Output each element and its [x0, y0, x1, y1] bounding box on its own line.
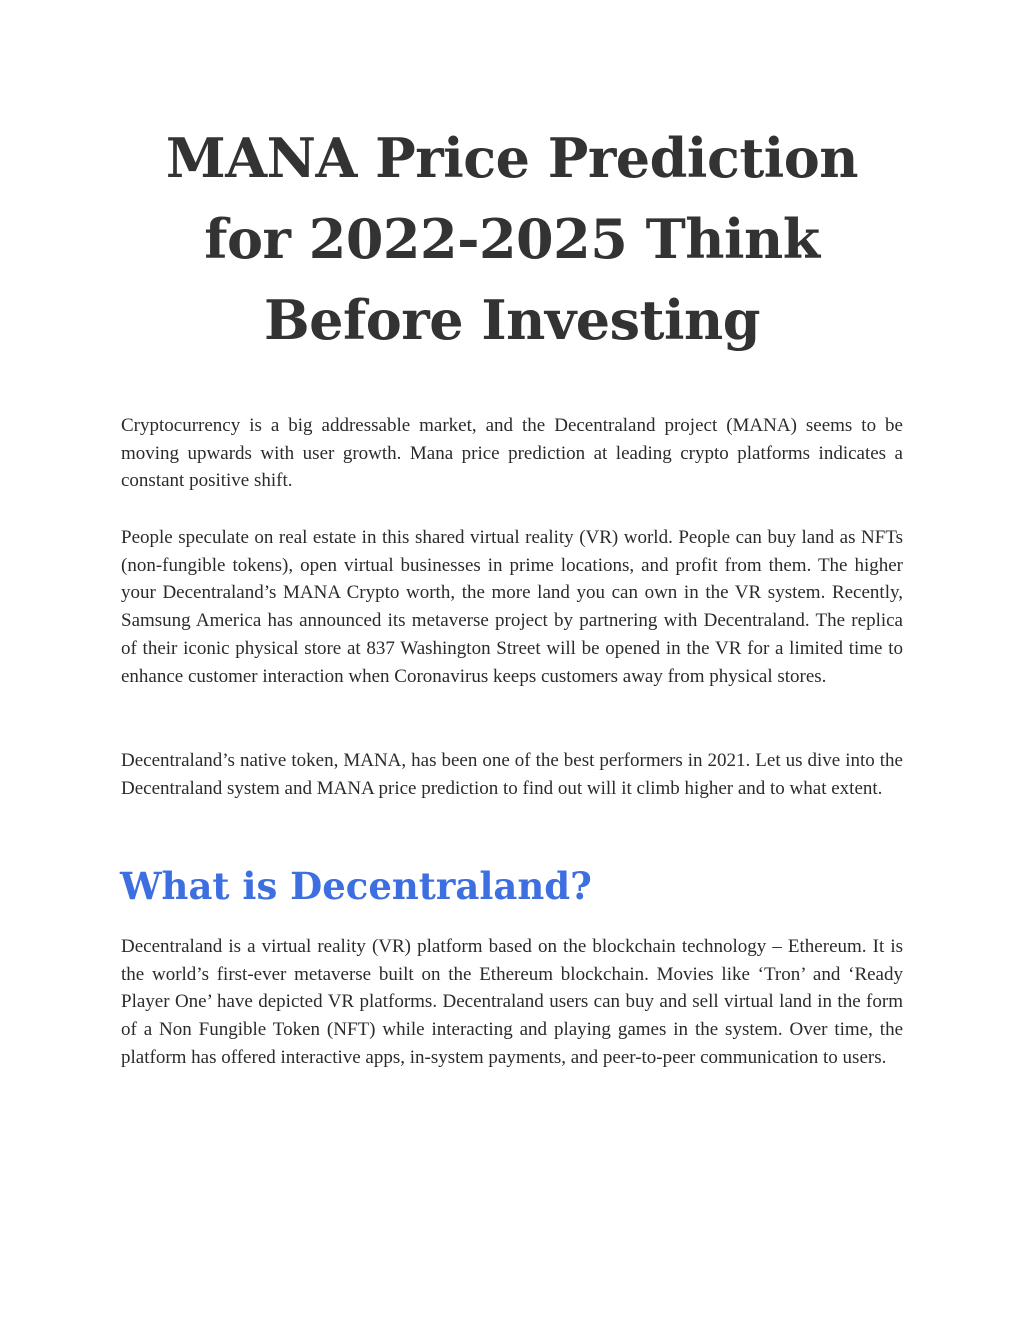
page-title: MANA Price Prediction for 2022-2025 Think Before Investing [165, 126, 859, 352]
intro-paragraph: Cryptocurrency is a big addressable market, and the Decentraland project (MANA) seems to be moving upwards with user growth. Mana price prediction at leading crypto platforms indicates a constant positive shift. [121, 415, 903, 492]
body-paragraph: People speculate on real estate in this shared virtual reality (VR) world. People can buy land as NFTs (non-fungible tokens), open virtual businesses in prime locations, and profit from them. The higher your Decentraland’s MANA Crypto worth, the more land you can own in the VR system. Recently, Samsung America has announced its metaverse project by partnering with Decentraland. The replica of their iconic physical store at 837 Washington Street will be opened in the VR for a limited time to enhance customer interaction when Coronavirus keeps customers away from physical stores. [121, 527, 903, 687]
section-heading: What is Decentraland? [120, 864, 592, 908]
body-paragraph: Decentraland’s native token, MANA, has been one of the best performers in 2021. Let us dive into the Decentraland system and MANA price prediction to find out will it climb higher and to what extent. [121, 750, 903, 799]
section-paragraph: Decentraland is a virtual reality (VR) platform based on the blockchain technology – Ethereum. It is the world’s first-ever metaverse built on the Ethereum blockchain. Movies like ‘Tron’ and ‘Ready Player One’ have depicted VR platforms. Decentraland users can buy and sell virtual land in the form of a Non Fungible Token (NFT) while interacting and playing games in the system. Over time, the platform has offered interactive apps, in-system payments, and peer-to-peer communication to users. [121, 936, 903, 1068]
